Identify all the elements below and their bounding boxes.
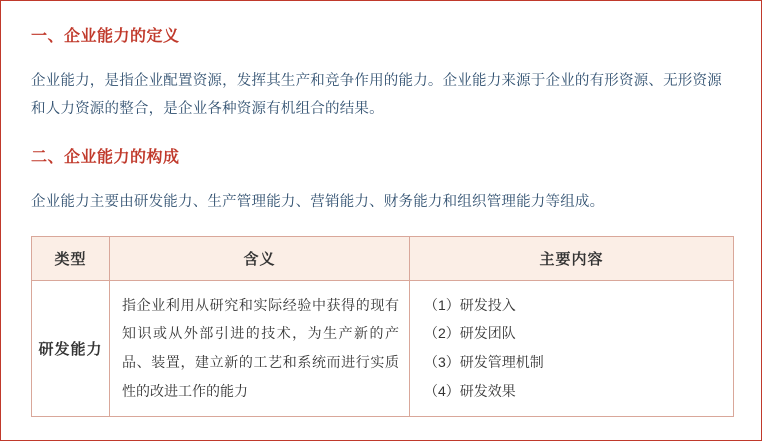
list-item [424, 348, 723, 377]
list-item-label: 研发团队 [459, 325, 516, 342]
table-row [32, 280, 734, 416]
table-cell-meaning: 指企业利用从研究和实际经验中获得的现有知识或从外部引进的技术，为生产新的产品、装置，建立新的工艺和系统而进行实质性的改进工作的能力 [110, 280, 410, 416]
table-header-content: 主要内容 [410, 236, 734, 280]
list-item-number: （4） [424, 382, 460, 399]
spacer [31, 124, 731, 146]
section-heading-composition: 二、企业能力的构成 [31, 148, 180, 166]
section-paragraph-composition: 企业能力主要由研发能力、生产管理能力、营销能力、财务能力和组织管理能力等组成。 [31, 193, 605, 210]
list-item-number: （2） [424, 325, 460, 342]
list-item-number: （3） [424, 354, 460, 371]
table-body [32, 280, 734, 416]
table-cell-content [410, 280, 734, 416]
table-header-type: 类型 [32, 236, 110, 280]
table-header-row [32, 236, 734, 280]
list-item-label: 研发效果 [459, 382, 516, 399]
capability-table [31, 236, 734, 417]
content-list [424, 291, 723, 406]
list-item [424, 319, 723, 348]
list-item-label: 研发投入 [459, 296, 516, 313]
list-item [424, 377, 723, 406]
list-item-number: （1） [424, 296, 460, 313]
list-item-label: 研发管理机制 [459, 354, 544, 371]
section-heading-definition: 一、企业能力的定义 [31, 28, 180, 45]
table-cell-type: 研发能力 [32, 280, 110, 416]
document-content [1, 1, 761, 417]
section-paragraph-definition: 企业能力，是指企业配置资源，发挥其生产和竞争作用的能力。企业能力来源于企业的有形资源、无形资源和人力资源的整合，是企业各种资源有机组合的结果。 [31, 73, 722, 118]
table-header-meaning: 含义 [110, 236, 410, 280]
list-item [424, 291, 723, 320]
table-header [32, 236, 734, 280]
